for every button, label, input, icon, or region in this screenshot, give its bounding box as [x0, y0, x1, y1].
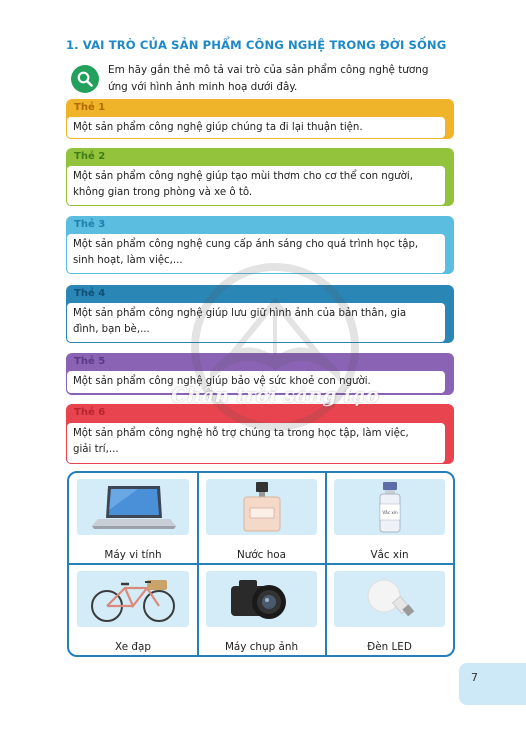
- product-cell-vaccine: [326, 473, 453, 563]
- product-cell-perfume: [198, 473, 325, 563]
- product-cell-led: [326, 565, 453, 655]
- product-label: Máy chụp ảnh: [224, 641, 299, 653]
- card-text-box: [66, 422, 446, 464]
- product-label: Vắc xin: [370, 549, 409, 561]
- intro-line-2: ứng với hình ảnh minh hoạ dưới đây.: [108, 81, 298, 93]
- card-2: [66, 148, 454, 206]
- product-cell-bicycle: [69, 565, 197, 655]
- vial-label-text: Vắc xin: [381, 510, 398, 515]
- magnifier-icon: [71, 65, 99, 93]
- intro-line-1: Em hãy gắn thẻ mô tả vai trò của sản phẩm công nghệ tương: [108, 64, 429, 76]
- product-label: Đèn LED: [367, 641, 412, 653]
- card-label: Thẻ 6: [74, 407, 106, 418]
- card-label: Thẻ 4: [74, 288, 106, 299]
- card-label: Thẻ 2: [74, 151, 106, 162]
- card-text-line: không gian trong phòng và xe ô tô.: [73, 187, 253, 198]
- laptop-icon: [88, 482, 178, 532]
- card-label: Thẻ 3: [74, 219, 106, 230]
- section-heading: 1. VAI TRÒ CỦA SẢN PHẨM CÔNG NGHỆ TRONG ĐỜI SỐNG: [66, 38, 447, 52]
- card-3: [66, 216, 454, 274]
- card-text-line: giải trí,...: [73, 444, 119, 455]
- card-label: Thẻ 1: [74, 102, 106, 113]
- card-label: Thẻ 5: [74, 356, 106, 367]
- bicycle-icon: [85, 574, 181, 624]
- product-cell-computer: [69, 473, 197, 563]
- card-text-line: Một sản phẩm công nghệ giúp bảo vệ sức khoẻ con người.: [73, 376, 371, 387]
- card-4: [66, 285, 454, 343]
- intro-instruction: [108, 62, 468, 96]
- watermark-text: Chân trời sáng tạo: [171, 383, 379, 407]
- product-label: Máy vi tính: [104, 549, 162, 561]
- card-text-line: Một sản phẩm công nghệ hỗ trợ chúng ta trong học tập, làm việc,: [73, 428, 409, 439]
- card-text-box: [66, 116, 446, 139]
- card-text-box: [66, 165, 446, 206]
- camera-icon: [227, 574, 297, 624]
- card-text-line: đình, bạn bè,...: [73, 324, 150, 335]
- product-label: Nước hoa: [236, 549, 287, 561]
- card-text-line: Một sản phẩm công nghệ giúp chúng ta đi lại thuận tiện.: [73, 122, 363, 133]
- page-number: 7: [471, 671, 478, 684]
- page-number-tab: [459, 663, 526, 705]
- card-text-line: Một sản phẩm công nghệ giúp tạo mùi thơm cho cơ thể con người,: [73, 171, 413, 182]
- perfume-icon: [232, 480, 292, 534]
- product-image-grid: [67, 471, 455, 657]
- card-1: [66, 99, 454, 139]
- card-text-box: [66, 233, 446, 274]
- vaccine-vial-icon: [370, 480, 410, 534]
- card-text-line: Một sản phẩm công nghệ cung cấp ánh sáng cho quá trình học tập,: [73, 239, 419, 250]
- card-text-line: Một sản phẩm công nghệ giúp lưu giữ hình ảnh của bản thân, gia: [73, 308, 407, 319]
- card-text-line: sinh hoạt, làm việc,...: [73, 255, 183, 266]
- product-label: Xe đạp: [115, 641, 151, 653]
- card-text-box: [66, 302, 446, 343]
- product-cell-camera: [198, 565, 325, 655]
- led-bulb-icon: [360, 574, 420, 624]
- card-6: [66, 404, 454, 464]
